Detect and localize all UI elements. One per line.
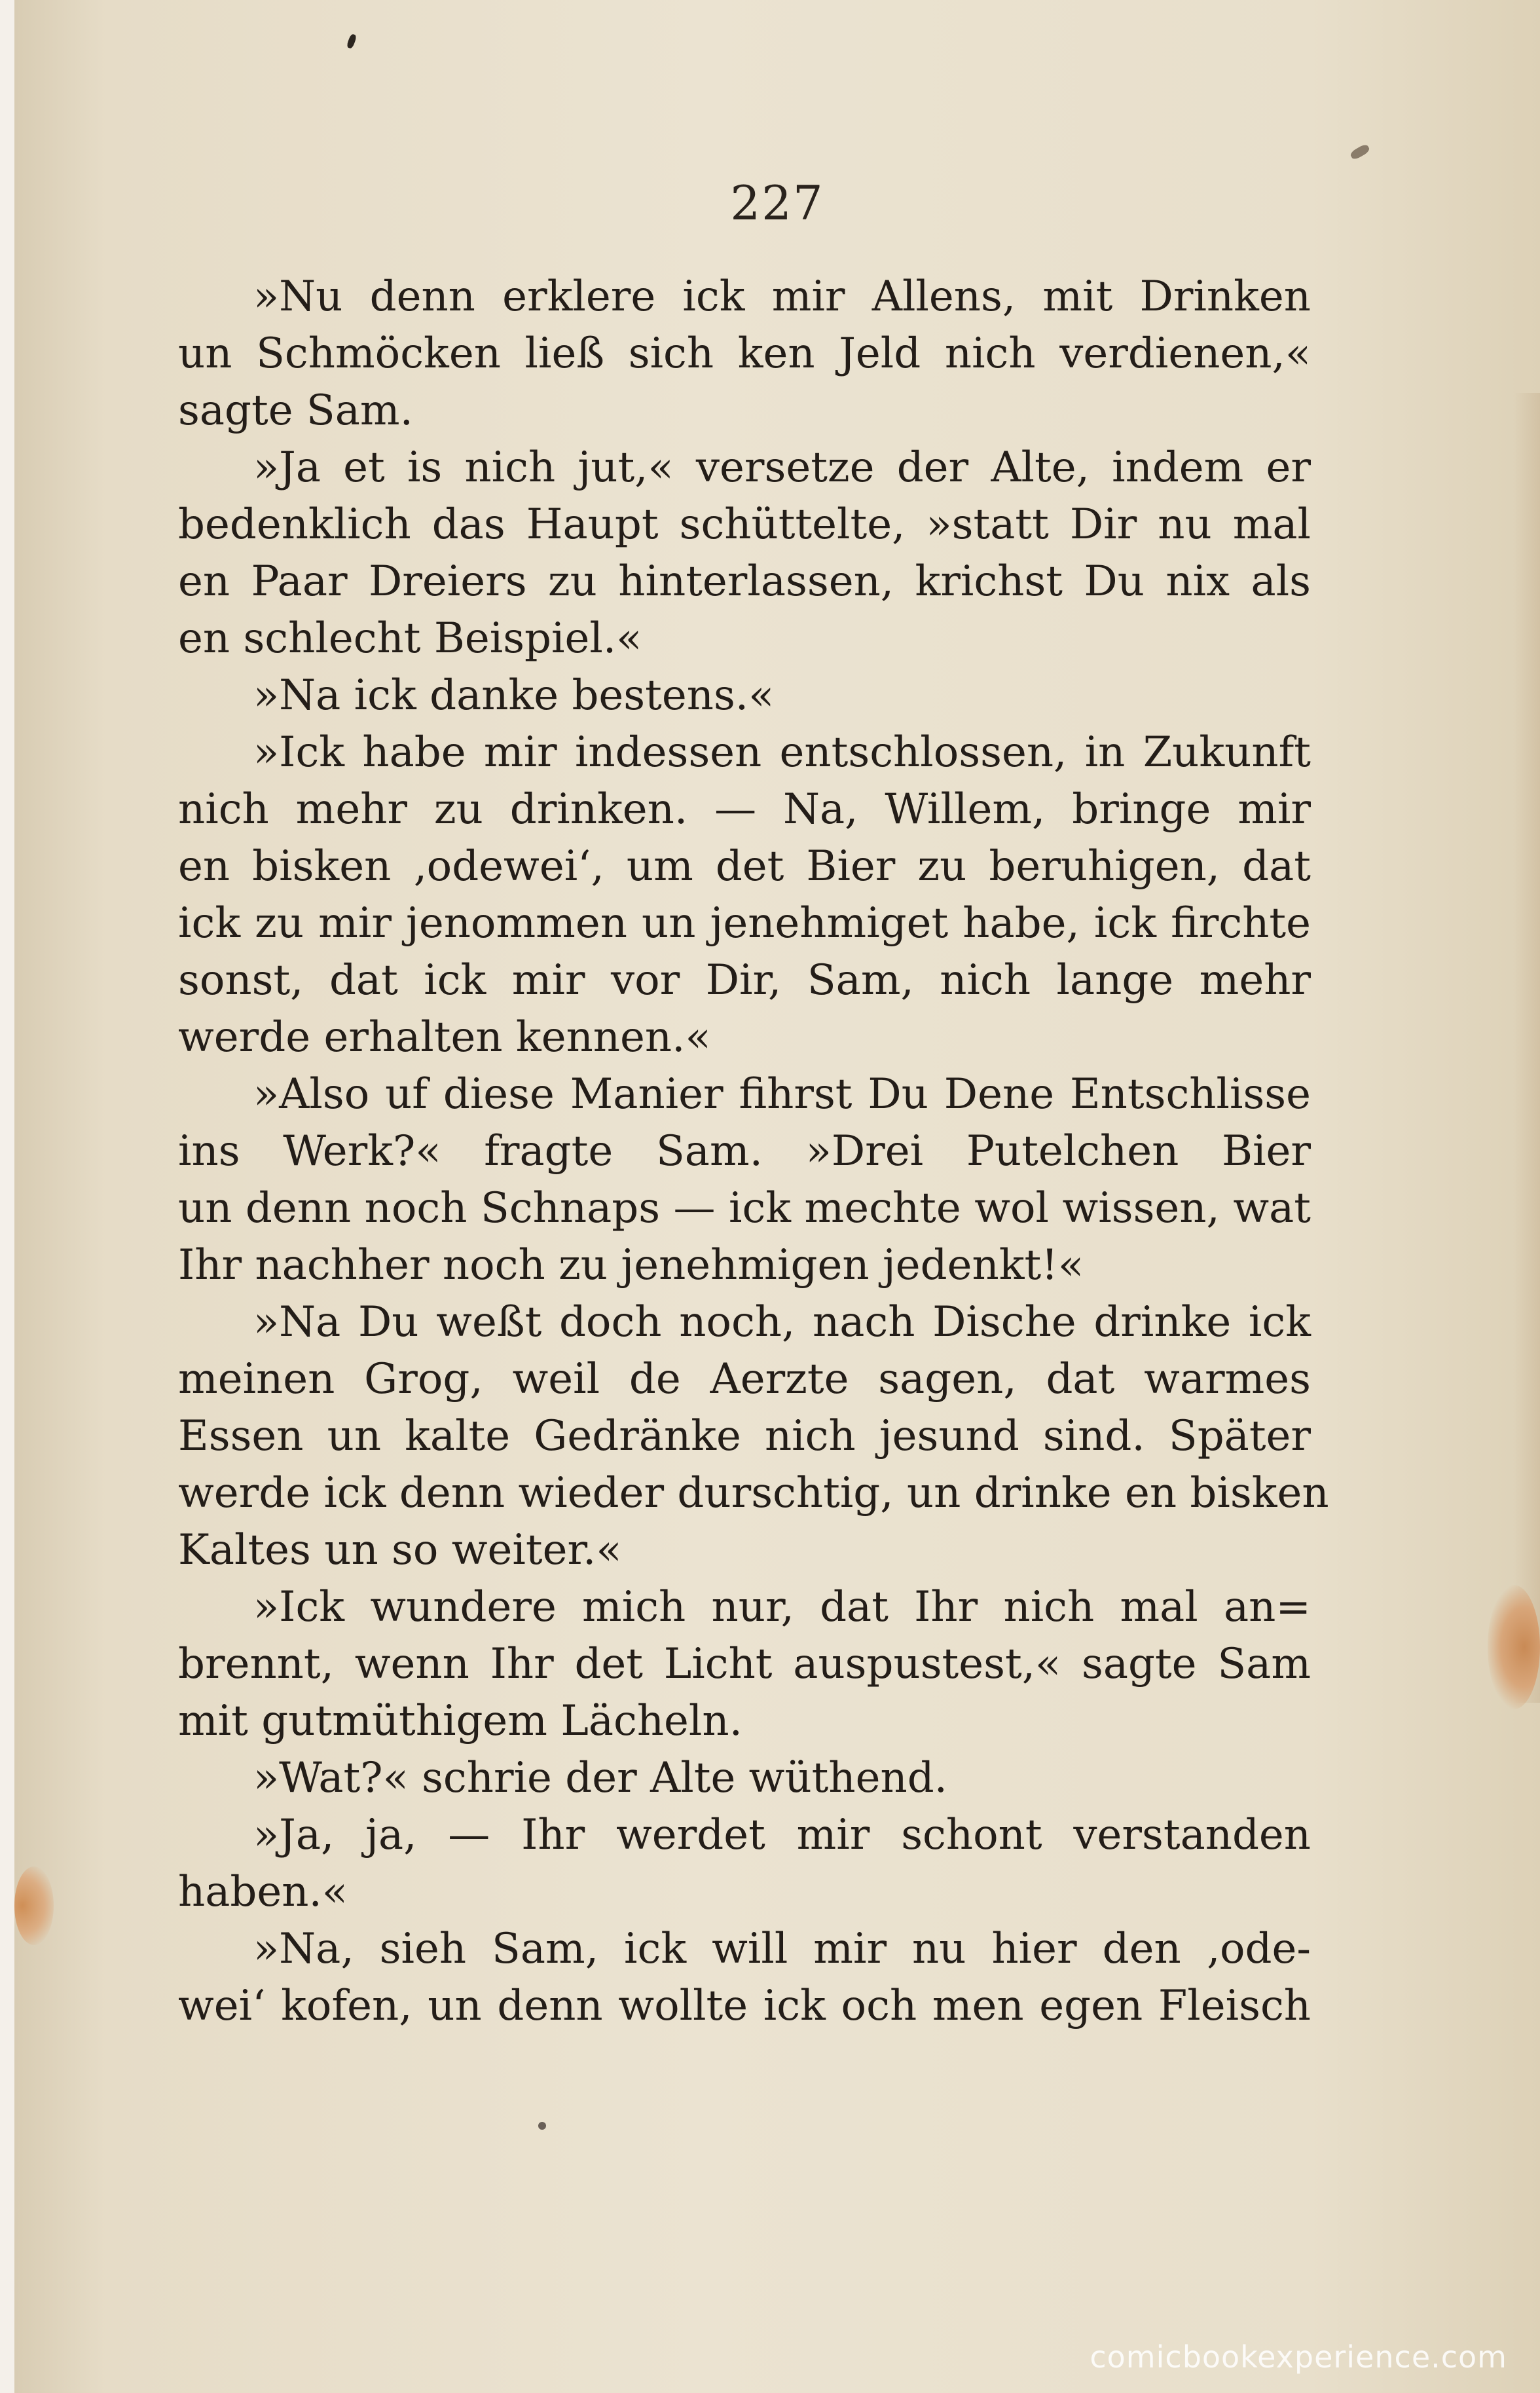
- text-line: ick zu mir jenommen un jenehmiget habe, ick firchte: [178, 899, 1311, 948]
- text-line: wei‘ kofen, un denn wollte ick och men egen Fleisch: [178, 1982, 1311, 2030]
- text-line: haben.«: [178, 1868, 348, 1916]
- text-line: mit gutmüthigem Lächeln.: [178, 1697, 742, 1745]
- ink-speck: [346, 33, 358, 49]
- text-line: »Na, sieh Sam, ick will mir nu hier den ‚ode-: [253, 1925, 1311, 1973]
- stain-left: [14, 1866, 54, 1945]
- text-line: werde erhalten kennen.«: [178, 1013, 711, 1062]
- text-line: »Ja, ja, — Ihr werdet mir schont verstanden: [253, 1811, 1311, 1859]
- text-line: sonst, dat ick mir vor Dir, Sam, nich lange mehr: [178, 956, 1311, 1005]
- text-line: brennt, wenn Ihr det Licht auspustest,« sagte Sam: [178, 1640, 1311, 1688]
- text-line: werde ick denn wieder durschtig, un drinke en bisken: [178, 1469, 1329, 1517]
- text-line: en bisken ‚odewei‘, um det Bier zu beruhigen, dat: [178, 842, 1311, 891]
- text-line: »Nu denn erklere ick mir Allens, mit Drinken: [253, 272, 1311, 321]
- text-line: en schlecht Beispiel.«: [178, 614, 642, 663]
- text-line: meinen Grog, weil de Aerzte sagen, dat warmes: [178, 1355, 1311, 1403]
- watermark: comicbookexperience.com: [1090, 2339, 1507, 2375]
- text-line: en Paar Dreiers zu hinterlassen, krichst Du nix als: [178, 557, 1311, 606]
- text-line: »Ja et is nich jut,« versetze der Alte, indem er: [253, 443, 1311, 492]
- text-line: »Ick wundere mich nur, dat Ihr nich mal an=: [253, 1583, 1311, 1631]
- book-page: [14, 0, 1540, 2393]
- scan-edge: [0, 0, 14, 2393]
- text-line: ins Werk?« fragte Sam. »Drei Putelchen Bier: [178, 1127, 1311, 1176]
- ink-speck: [1349, 143, 1371, 160]
- text-line: un Schmöcken ließ sich ken Jeld nich verdienen,«: [178, 329, 1311, 378]
- text-line: »Na Du weßt doch noch, nach Dische drinke ick: [253, 1298, 1311, 1346]
- text-line: »Also uf diese Manier fihrst Du Dene Entschlisse: [253, 1070, 1311, 1119]
- page-text: [178, 269, 1329, 2035]
- text-line: sagte Sam.: [178, 386, 413, 435]
- stain-right: [1488, 1585, 1540, 1709]
- text-line: Ihr nachher noch zu jenehmigen jedenkt!«: [178, 1241, 1084, 1289]
- ink-speck: [538, 2122, 546, 2130]
- text-line: »Wat?« schrie der Alte wüthend.: [253, 1754, 947, 1802]
- page-number: 227: [730, 176, 824, 231]
- text-line: »Na ick danke bestens.«: [253, 671, 775, 720]
- text-line: Kaltes un so weiter.«: [178, 1526, 622, 1574]
- text-line: bedenklich das Haupt schüttelte, »statt Dir nu mal: [178, 500, 1311, 549]
- text-line: un denn noch Schnaps — ick mechte wol wissen, wat: [178, 1184, 1311, 1233]
- text-line: »Ick habe mir indessen entschlossen, in Zukunft: [253, 728, 1311, 777]
- text-line: nich mehr zu drinken. — Na, Willem, bringe mir: [178, 785, 1311, 834]
- text-line: Essen un kalte Gedränke nich jesund sind. Später: [178, 1412, 1311, 1460]
- page-shadow: [1514, 393, 1540, 1703]
